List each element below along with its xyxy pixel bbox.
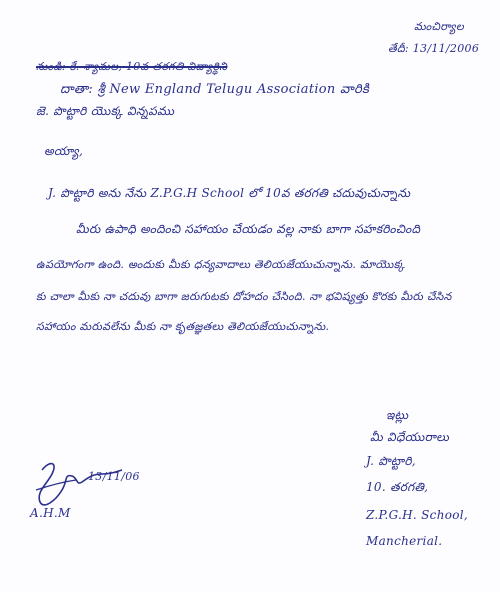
signature-date: 13/11/06 <box>88 470 140 483</box>
subject-line: జె. పొట్టారి యొక్క విన్నపము <box>36 104 175 118</box>
body-line-1: J. పొట్టారి అను నేను Z.P.G.H School లో 10వ తరగతి చదువుచున్నాను <box>48 186 411 200</box>
closing-name: J. పొట్టారి, <box>366 454 416 468</box>
recipient-line: దాతా: శ్రీ New England Telugu Association వారికి <box>60 82 370 97</box>
body-line-4: కు చాలా మీకు నా చదువు బాగా జరుగుటకు దోహదం చేసింది. నా భవిష్యత్తు కొరకు మీరు చేసిన <box>36 290 452 303</box>
closing-town: Mancherial. <box>366 534 443 548</box>
body-line-3: ఉపయోగంగా ఉంది. అందుకు మీకు ధన్యవాదాలు తెలియజేయుచున్నాను. మాయొక్క <box>36 258 406 271</box>
date-header: తేదీ: 13/11/2006 <box>388 42 480 55</box>
body-line-2: మీరు ఉపాధి అందించి సహాయం చేయడం వల్ల నాకు బాగా సహకరించింది <box>76 222 421 236</box>
from-line-struck: నుండి: కే. శ్యామల, 10వ తరగతి విద్యార్థిని <box>36 60 228 73</box>
closing-valediction: ఇట్లు <box>386 408 409 422</box>
closing-school: Z.P.G.H. School, <box>366 508 469 522</box>
signature-attestation: A.H.M <box>30 506 71 520</box>
closing-class: 10. తరగతి, <box>366 480 429 494</box>
place-header: మంచిర్యాల <box>414 20 464 33</box>
salutation: అయ్యా, <box>44 144 84 158</box>
body-line-5: సహాయం మరువలేను మీకు నా కృతజ్ఞతలు తెలియజేయుచున్నాను. <box>36 320 330 333</box>
closing-descriptor: మీ విధేయురాలు <box>370 430 450 444</box>
